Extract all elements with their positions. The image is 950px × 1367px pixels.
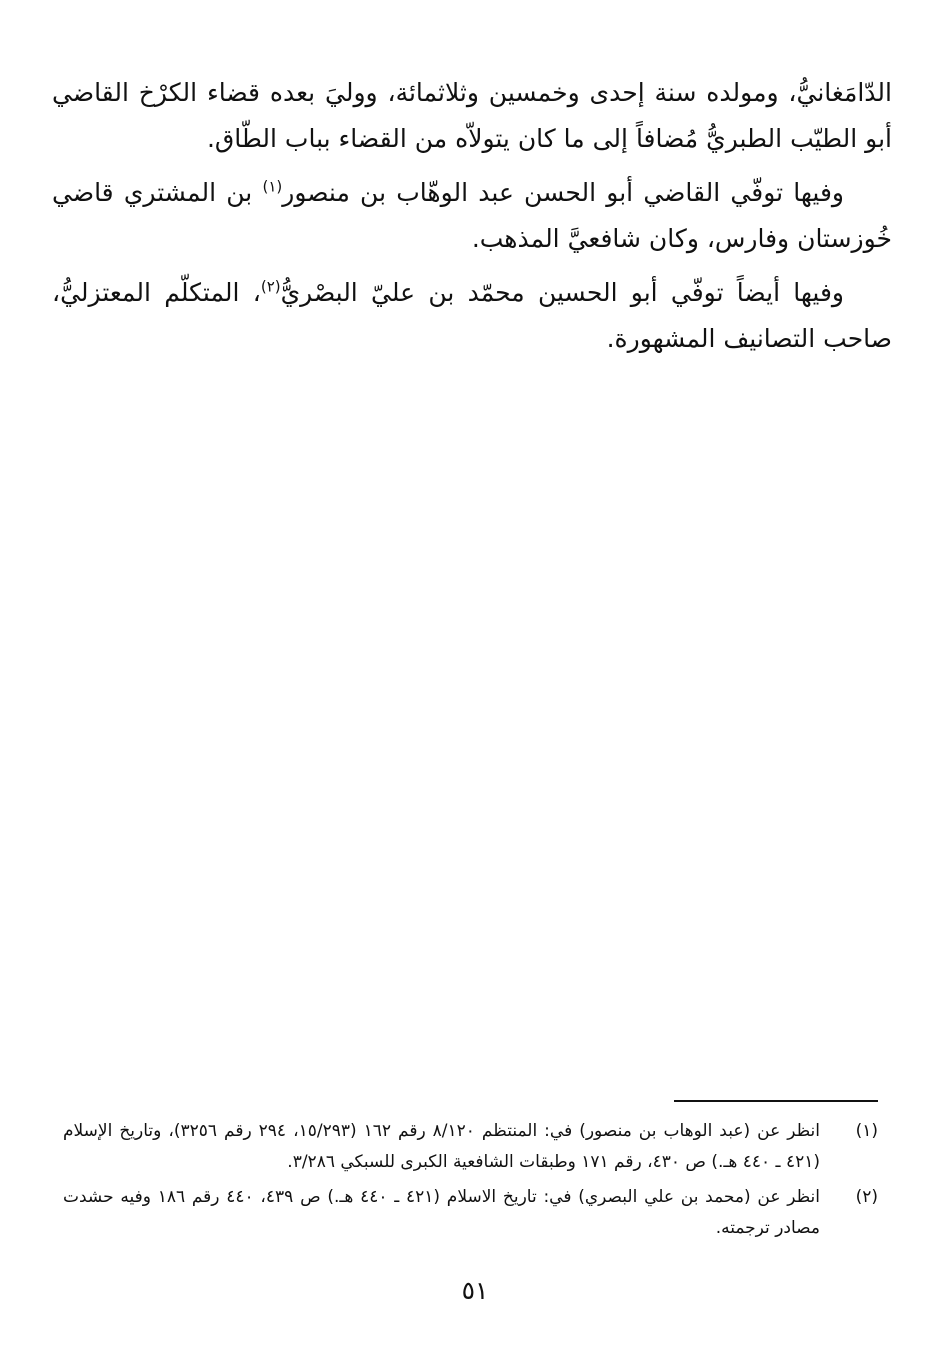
footnotes: [63, 1116, 878, 1248]
footnote-ref-2[interactable]: (٢): [260, 277, 281, 296]
footnote-number: (٢): [855, 1187, 878, 1207]
paragraph-2: [52, 170, 892, 262]
page-number: ٥١: [461, 1276, 489, 1305]
paragraph-2-text-start: وفيها توفّي القاضي أبو الحسن عبد الوهّاب بن منصور: [282, 178, 844, 207]
footnote-separator: [674, 1100, 878, 1102]
paragraph-1: [52, 70, 892, 162]
footnote-text: انظر عن (عبد الوهاب بن منصور) في: المنتظم ٨/١٢٠ رقم ١٦٢ (١٥/٢٩٣، ٢٩٤ رقم ٣٢٥٦)، وتاريخ الإسلام (٤٢١ ـ ٤٤٠ هـ.) ص ٤٣٠، رقم ١٧١ وطبقات الشافعية الكبرى للسبكي ٣/٢٨٦.: [63, 1121, 821, 1172]
footnote-number: (١): [855, 1121, 878, 1141]
paragraph-3-text-end: ، المتكلّم المعتزليُّ، صاحب التصانيف المشهورة.: [52, 278, 892, 353]
paragraph-1-text: الدّامَغانيُّ، ومولده سنة إحدى وخمسين وثلاثمائة، ووليَ بعده قضاء الكرْخ القاضي أبو الطيّب الطبريُّ مُضافاً إلى ما كان يتولاّه من القضاء بباب الطّاق.: [52, 78, 892, 153]
footnote-text: انظر عن (محمد بن علي البصري) في: تاريخ الاسلام (٤٢١ ـ ٤٤٠ هـ.) ص ٤٣٩، ٤٤٠ رقم ١٨٦ وفيه حشدت مصادر ترجمته.: [63, 1187, 821, 1238]
footnote-1: [63, 1116, 878, 1178]
paragraph-3-text-start: وفيها أيضاً توفّي أبو الحسين محمّد بن عليّ البصْريُّ: [280, 278, 844, 307]
main-text: [52, 70, 892, 370]
footnote-2: [63, 1182, 878, 1244]
paragraph-3: [52, 270, 892, 362]
paragraph-2-text-end: بن المشتري قاضي خُوزستان وفارس، وكان شافعيَّ المذهب.: [52, 178, 892, 253]
footnote-ref-1[interactable]: (١): [262, 177, 283, 196]
